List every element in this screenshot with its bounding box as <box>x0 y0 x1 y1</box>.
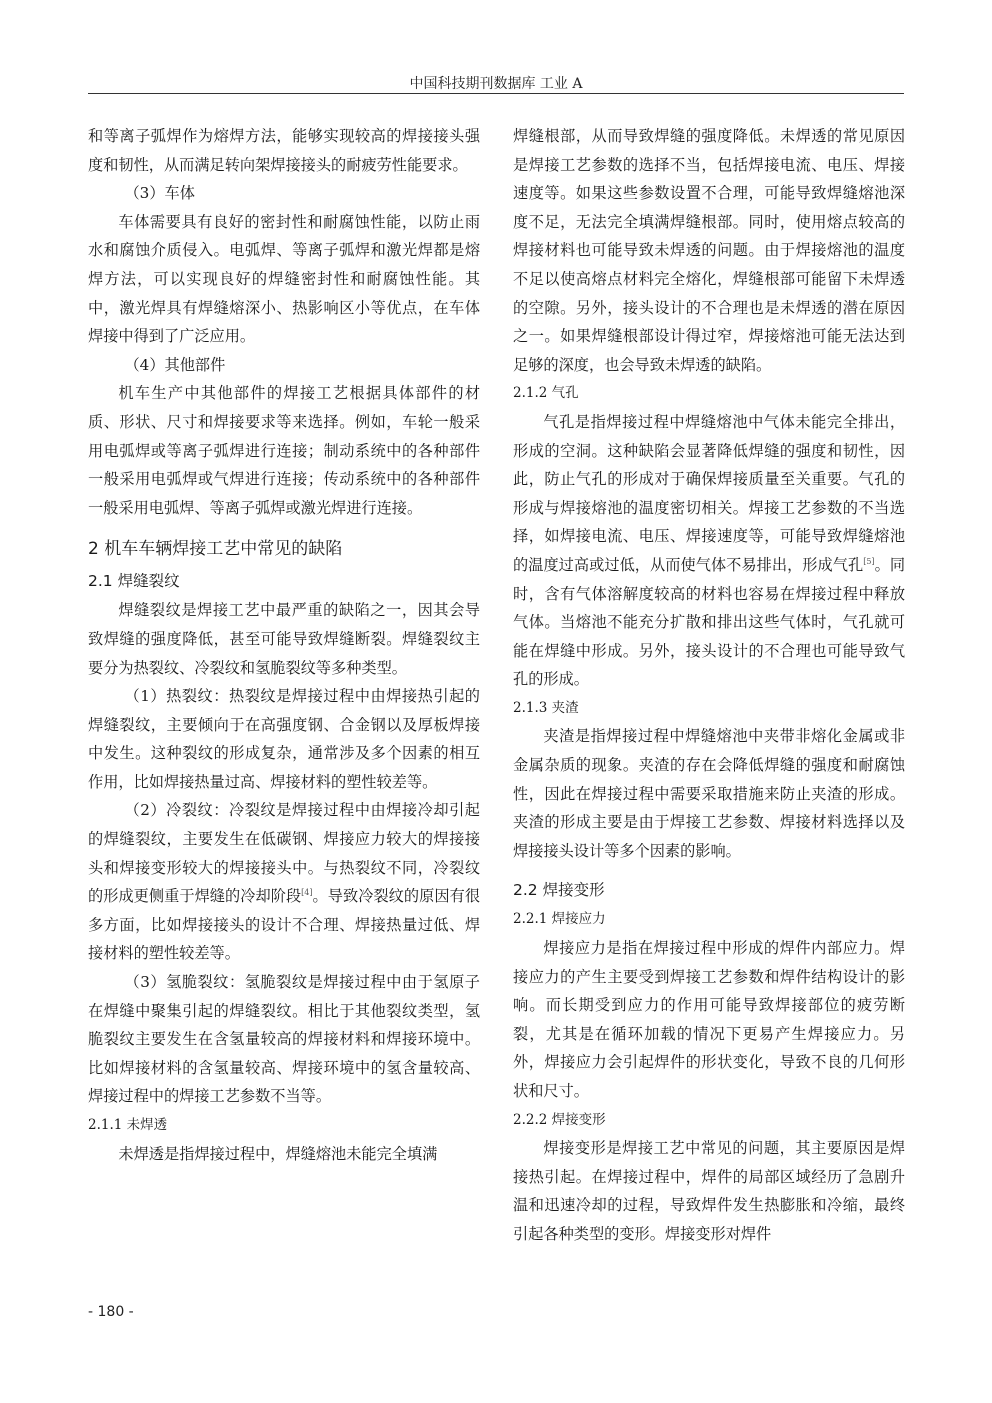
paragraph-weld-stress: 焊接应力是指在焊接过程中形成的焊件内部应力。焊接应力的产生主要受到焊接工艺参数和焊件结构设计的影响。而长期受到应力的作用可能导致焊接部位的疲劳断裂，尤其是在循环加载的情况下更易产生焊接应力。另外，焊接应力会引起焊件的形状变化，导致不良的几何形状和尺寸。 <box>513 939 905 1100</box>
paragraph-bogie-end: 和等离子弧焊作为熔焊方法，能够实现较高的焊接接头强度和韧性，从而满足转向架焊接接头的耐疲劳性能要求。 <box>88 127 480 174</box>
header-rule <box>88 93 904 94</box>
section-heading-weld-deformation: 2.2 焊接变形 <box>513 881 605 900</box>
subsection-heading-porosity: 2.1.2 气孔 <box>513 385 579 402</box>
paragraph-hot-crack: （1）热裂纹：热裂纹是焊接过程中由焊接热引起的焊缝裂纹，主要倾向于在高强度钢、合金钢以及厚板焊接中发生。这种裂纹的形成复杂，通常涉及多个因素的相互作用，比如焊接热量过高、焊接材料的塑性较差等。 <box>88 687 480 791</box>
paragraph-hydrogen-crack: （3）氢脆裂纹：氢脆裂纹是焊接过程中由于氢原子在焊缝中聚集引起的焊缝裂纹。相比于其他裂纹类型，氢脆裂纹主要发生在含氢量较高的焊接材料和焊接环境中。比如焊接材料的含氢量较高、焊接环境中的氢含量较高、焊接过程中的焊接工艺参数不当等。 <box>88 973 480 1106</box>
cold-crack-text-cont: 。导致冷裂纹的原因有很多方面，比如焊接接头的设计不合理、焊接热量过低、焊接材料的塑性较差等。 <box>88 887 481 963</box>
paragraph-lack-of-penetration-cont: 焊缝根部，从而导致焊缝的强度降低。未焊透的常见原因是焊接工艺参数的选择不当，包括焊接电流、电压、焊接速度等。如果这些参数设置不合理，可能导致焊缝熔池深度不足，无法完全填满焊缝根部。同时，使用熔点较高的焊接材料也可能导致未焊透的问题。由于焊接熔池的温度不足以使高熔点材料完全熔化，焊缝根部可能留下未焊透的空隙。另外，接头设计的不合理也是未焊透的潜在原因之一。如果焊缝根部设计得过窄，焊接熔池可能无法达到足够的深度，也会导致未焊透的缺陷。 <box>513 127 905 374</box>
porosity-text: 气孔是指焊接过程中焊缝熔池中气体未能完全排出，形成的空洞。这种缺陷会显著降低焊缝的强度和韧性，因此，防止气孔的形成对于确保焊接质量至关重要。气孔的形成与焊接熔池的温度密切相关。焊接工艺参数的不当选择，如焊接电流、电压、焊接速度等，可能导致焊缝熔池的温度过高或过低，从而使气体不易排出，形成气孔 <box>513 412 905 574</box>
paragraph-slag: 夹渣是指焊接过程中焊缝熔池中夹带非熔化金属或非金属杂质的现象。夹渣的存在会降低焊缝的强度和耐腐蚀性，因此在焊接过程中需要采取措施来防止夹渣的形成。夹渣的形成主要是由于焊接工艺参数、焊接材料选择以及焊接接头设计等多个因素的影响。 <box>513 727 905 860</box>
subsection-heading-weld-deformation: 2.2.2 焊接变形 <box>513 1111 606 1128</box>
subheading-other-parts: （4）其他部件 <box>124 355 226 374</box>
paragraph-lack-of-penetration-start: 未焊透是指焊接过程中，焊缝熔池未能完全填满 <box>118 1144 438 1163</box>
paragraph-weld-crack: 焊缝裂纹是焊接工艺中最严重的缺陷之一，因其会导致焊缝的强度降低，甚至可能导致焊缝断裂。焊缝裂纹主要分为热裂纹、冷裂纹和氢脆裂纹等多种类型。 <box>88 601 480 677</box>
subheading-car-body: （3）车体 <box>124 184 195 203</box>
page-number: - 180 - <box>88 1304 134 1320</box>
citation-4: [4] <box>301 888 313 898</box>
cold-crack-text: （2）冷裂纹：冷裂纹是焊接过程中由焊接冷却引起的焊缝裂纹，主要发生在低碳钢、焊接应力较大的焊接接头和焊接变形较大的焊接接头中。与热裂纹不同，冷裂纹的形成更侧重于焊缝的冷却阶段 <box>88 801 480 906</box>
paragraph-car-body: 车体需要具有良好的密封性和耐腐蚀性能，以防止雨水和腐蚀介质侵入。电弧焊、等离子弧焊和激光焊都是熔焊方法，可以实现良好的焊缝密封性和耐腐蚀性能。其中，激光焊具有焊缝熔深小、热影响区小等优点，在车体焊接中得到了广泛应用。 <box>88 212 480 346</box>
citation-5: [5] <box>863 556 875 566</box>
subsection-heading-slag: 2.1.3 夹渣 <box>513 699 579 716</box>
running-header: 中国科技期刊数据库 工业 A <box>409 76 583 92</box>
subsection-heading-lack-of-penetration: 2.1.1 未焊透 <box>88 1117 168 1133</box>
right-column <box>513 122 905 1249</box>
subsection-heading-weld-stress: 2.2.1 焊接应力 <box>513 911 606 928</box>
paragraph-weld-deformation: 焊接变形是焊接工艺中常见的问题，其主要原因是焊接热引起。在焊接过程中，焊件的局部区域经历了急剧升温和迅速冷却的过程，导致焊件发生热膨胀和冷缩，最终引起各种类型的变形。焊接变形对焊件 <box>513 1139 905 1243</box>
paragraph-cold-crack <box>88 796 480 968</box>
left-column <box>88 122 480 1168</box>
section-heading-weld-crack: 2.1 焊缝裂纹 <box>88 572 180 591</box>
porosity-text-cont: 。同时，含有气体溶解度较高的材料也容易在焊接过程中释放气体。当熔池不能充分扩散和排出这些气体时，气孔就可能在焊缝中形成。另外，接头设计的不合理也可能导致气孔的形成。 <box>513 555 906 689</box>
paragraph-other-parts: 机车生产中其他部件的焊接工艺根据具体部件的材质、形状、尺寸和焊接要求等来选择。例如，车轮一般采用电弧焊或等离子弧焊进行连接；制动系统中的各种部件一般采用电弧焊或气焊进行连接；传动系统中的各种部件一般采用电弧焊、等离子弧焊或激光焊进行连接。 <box>88 384 480 517</box>
paragraph-porosity <box>513 408 905 694</box>
section-heading-defects: 2 机车车辆焊接工艺中常见的缺陷 <box>88 539 343 560</box>
